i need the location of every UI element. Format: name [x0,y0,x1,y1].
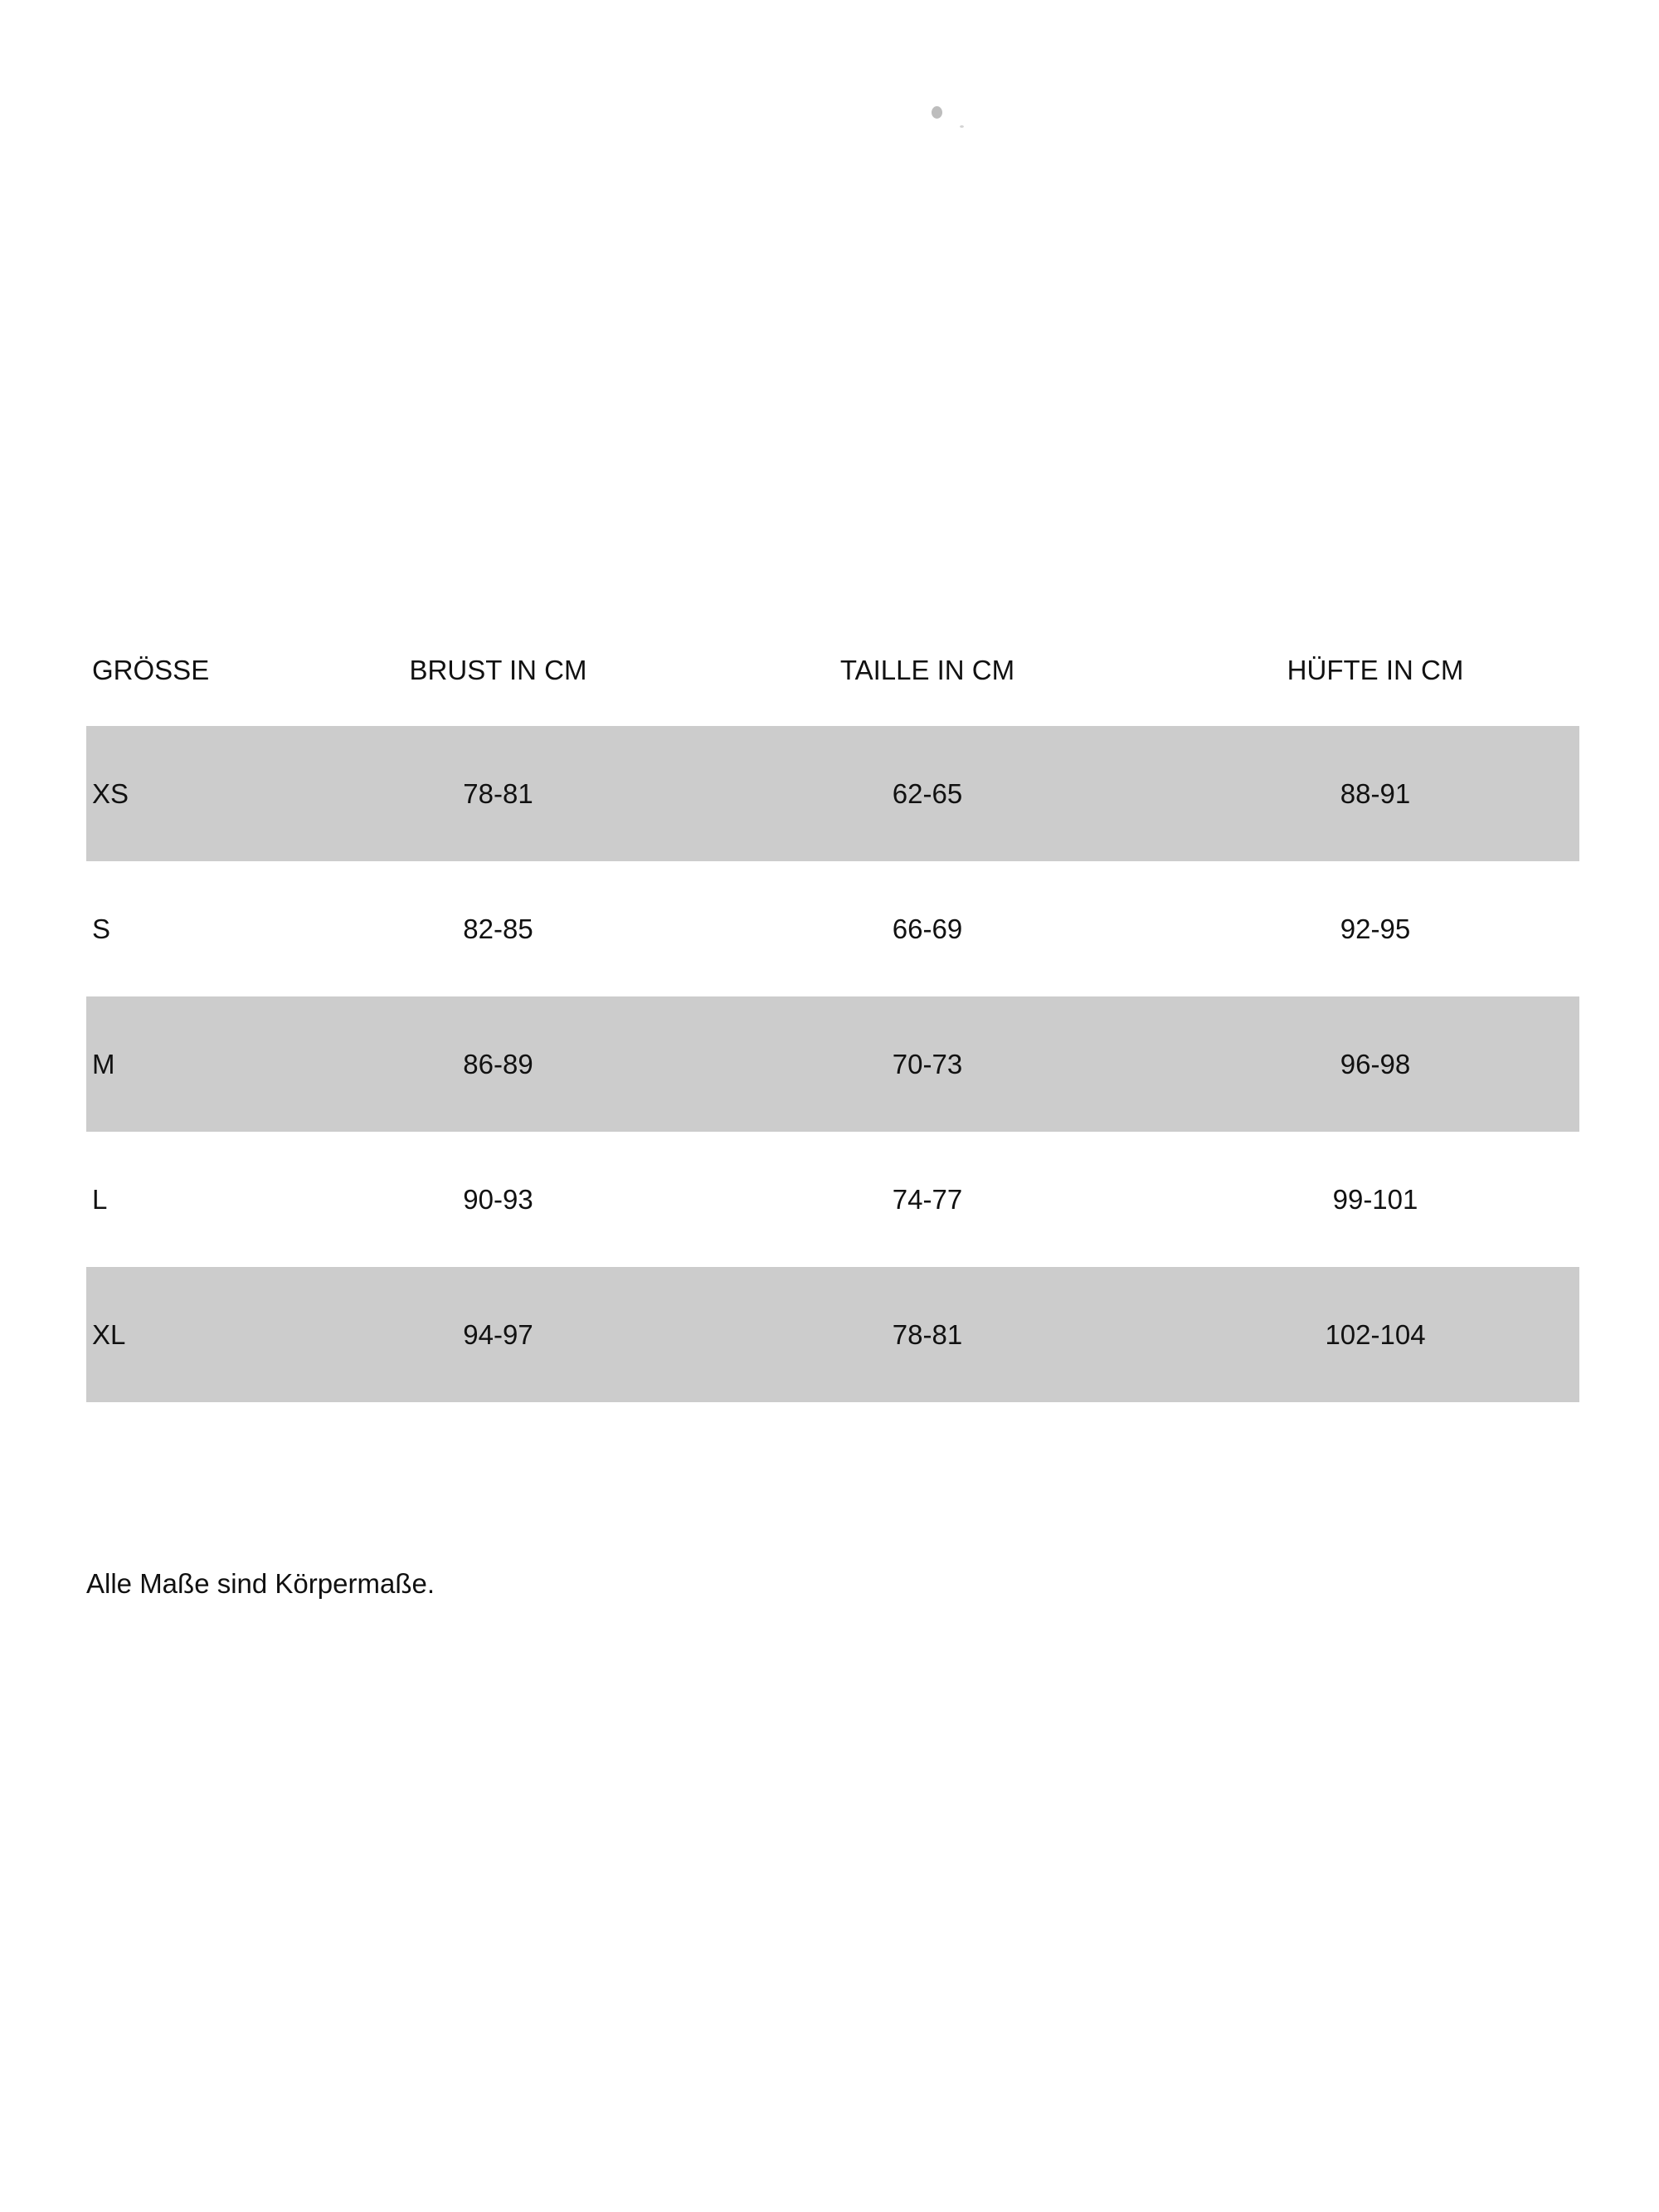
size-cell: XS [92,777,129,809]
waist-cell: 66-69 [892,913,963,944]
size-cell: M [92,1048,115,1079]
hip-cell: 102-104 [1325,1318,1426,1350]
header-waist: TAILLE IN CM [839,654,1015,685]
chest-cell: 90-93 [463,1183,533,1215]
chest-cell: 78-81 [463,777,533,809]
header-size: GRÖSSE [92,654,210,685]
chest-cell: 94-97 [463,1318,533,1350]
size-cell: L [92,1183,108,1215]
hip-cell: 96-98 [1340,1048,1411,1079]
table-row [86,996,1579,1132]
decorative-speck [960,125,964,128]
chest-cell: 86-89 [463,1048,533,1079]
table-header-row [86,614,1579,726]
size-chart-table [86,614,1579,1402]
table-row [86,1267,1579,1402]
waist-cell: 70-73 [892,1048,963,1079]
hip-cell: 99-101 [1332,1183,1418,1215]
measurement-footnote: Alle Maße sind Körpermaße. [86,1568,435,1599]
table-row [86,861,1579,996]
header-chest: BRUST IN CM [409,654,587,685]
waist-cell: 78-81 [892,1318,963,1350]
table-row [86,726,1579,861]
size-cell: XL [92,1318,126,1350]
hip-cell: 88-91 [1340,777,1411,809]
waist-cell: 62-65 [892,777,963,809]
chest-cell: 82-85 [463,913,533,944]
size-cell: S [92,913,111,944]
hip-cell: 92-95 [1340,913,1411,944]
header-hip: HÜFTE IN CM [1287,654,1464,685]
decorative-speck [932,106,942,119]
waist-cell: 74-77 [892,1183,963,1215]
table-row [86,1132,1579,1267]
